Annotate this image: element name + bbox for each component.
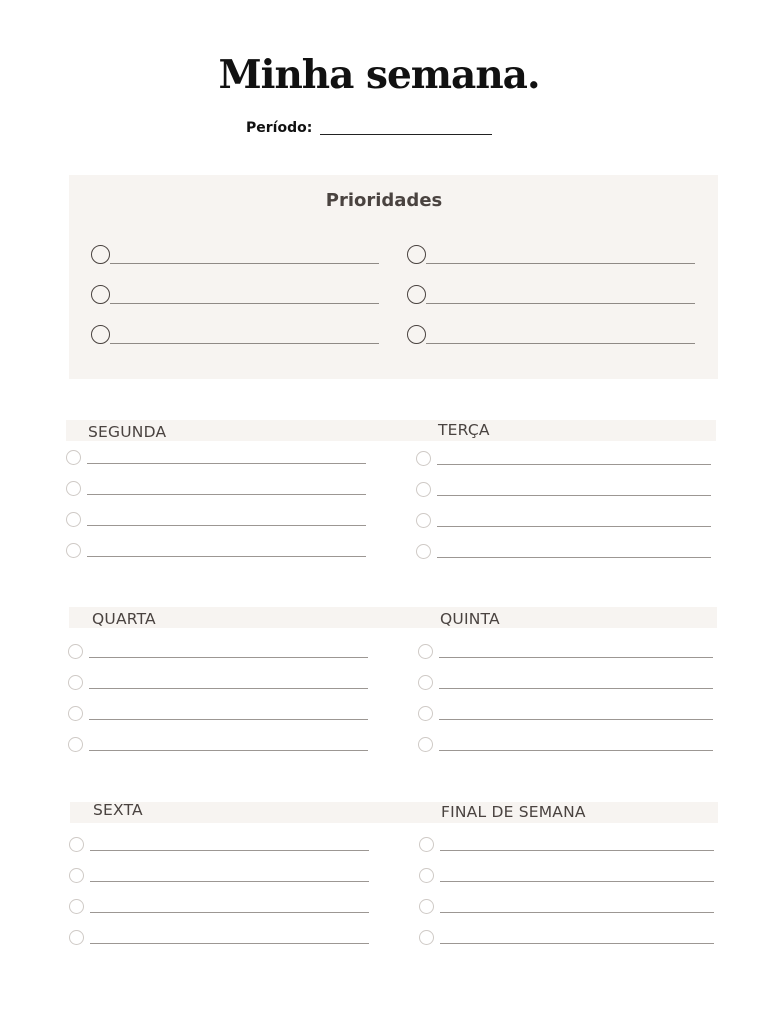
task-item [416,444,711,466]
task-checkbox[interactable] [418,644,433,659]
task-item [69,830,369,852]
priorities-column-left [91,243,379,347]
task-line[interactable] [440,943,714,944]
task-item [69,852,369,883]
task-item [419,852,714,883]
task-line[interactable] [437,557,711,558]
priority-checkbox[interactable] [91,285,110,304]
day-band-sexta-final-de-semana [70,802,718,823]
day-label-quarta: QUARTA [92,610,156,628]
task-item [419,914,714,945]
priority-item [407,307,695,347]
priority-line[interactable] [110,343,379,344]
priority-checkbox[interactable] [91,245,110,264]
priority-line[interactable] [426,303,695,304]
period-input-line[interactable] [320,134,492,135]
priority-item [91,267,379,307]
task-list-final-de-semana [419,830,714,945]
day-label-segunda: SEGUNDA [88,423,167,441]
task-checkbox[interactable] [69,899,84,914]
priority-checkbox[interactable] [407,325,426,344]
task-checkbox[interactable] [419,930,434,945]
priority-item [91,307,379,347]
priority-checkbox[interactable] [407,245,426,264]
task-checkbox[interactable] [416,482,431,497]
task-checkbox[interactable] [416,451,431,466]
task-item [416,497,711,528]
task-item [68,637,368,659]
task-line[interactable] [90,912,369,913]
task-item [69,914,369,945]
task-item [66,496,366,527]
priorities-title: Prioridades [325,190,443,211]
task-item [66,527,366,558]
task-item [68,721,368,752]
task-checkbox[interactable] [419,837,434,852]
task-item [419,830,714,852]
task-line[interactable] [90,943,369,944]
task-line[interactable] [440,912,714,913]
page-title: Minha semana. [218,52,540,98]
task-list-quinta [418,637,713,752]
task-item [68,659,368,690]
task-checkbox[interactable] [416,544,431,559]
day-label-quinta: QUINTA [440,610,500,628]
priority-item [407,267,695,307]
task-line[interactable] [89,750,368,751]
day-band-quarta-quinta [69,607,717,628]
task-checkbox[interactable] [416,513,431,528]
task-item [66,443,366,465]
task-item [419,883,714,914]
priorities-column-right [407,243,695,347]
day-label-sexta: SEXTA [93,801,143,819]
task-line[interactable] [440,850,714,851]
task-line[interactable] [89,719,368,720]
task-line[interactable] [439,688,713,689]
task-checkbox[interactable] [419,899,434,914]
priority-line[interactable] [110,263,379,264]
task-item [66,465,366,496]
task-line[interactable] [437,464,711,465]
task-checkbox[interactable] [68,675,83,690]
task-line[interactable] [437,526,711,527]
priority-line[interactable] [426,343,695,344]
priority-item [407,243,695,267]
period-label: Período: [246,120,313,136]
task-checkbox[interactable] [69,837,84,852]
task-line[interactable] [439,719,713,720]
task-line[interactable] [439,750,713,751]
task-list-quarta [68,637,368,752]
task-list-terca [416,444,711,559]
task-checkbox[interactable] [419,868,434,883]
task-checkbox[interactable] [66,543,81,558]
task-line[interactable] [87,525,366,526]
task-item [69,883,369,914]
task-checkbox[interactable] [418,737,433,752]
task-line[interactable] [89,688,368,689]
task-line[interactable] [89,657,368,658]
day-label-terca: TERÇA [438,421,490,439]
task-line[interactable] [439,657,713,658]
task-line[interactable] [87,494,366,495]
priority-item [91,243,379,267]
task-item [416,528,711,559]
task-line[interactable] [437,495,711,496]
task-checkbox[interactable] [66,512,81,527]
task-checkbox[interactable] [66,481,81,496]
period-field [246,116,492,136]
task-item [418,721,713,752]
task-checkbox[interactable] [418,706,433,721]
task-item [416,466,711,497]
task-item [418,659,713,690]
task-checkbox[interactable] [69,930,84,945]
task-line[interactable] [90,881,369,882]
priority-line[interactable] [110,303,379,304]
task-list-sexta [69,830,369,945]
task-item [418,637,713,659]
task-line[interactable] [440,881,714,882]
priority-checkbox[interactable] [91,325,110,344]
task-checkbox[interactable] [68,644,83,659]
priority-line[interactable] [426,263,695,264]
priority-checkbox[interactable] [407,285,426,304]
task-checkbox[interactable] [418,675,433,690]
task-checkbox[interactable] [68,706,83,721]
task-line[interactable] [87,463,366,464]
task-checkbox[interactable] [66,450,81,465]
task-checkbox[interactable] [68,737,83,752]
day-label-final-de-semana: FINAL DE SEMANA [441,803,586,821]
task-item [68,690,368,721]
task-item [418,690,713,721]
task-checkbox[interactable] [69,868,84,883]
task-list-segunda [66,443,366,558]
task-line[interactable] [90,850,369,851]
task-line[interactable] [87,556,366,557]
